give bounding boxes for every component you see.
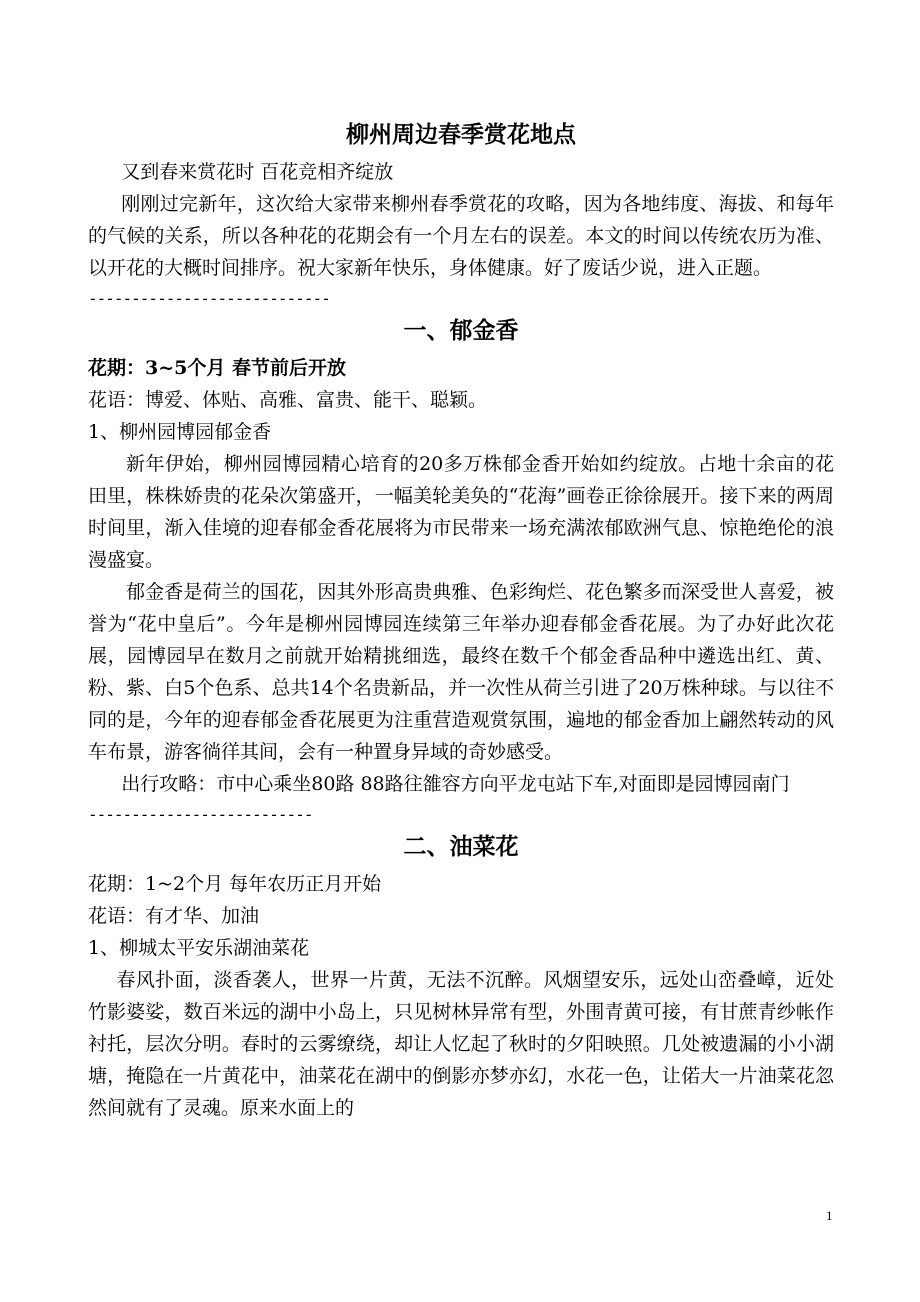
flowering-period-tulip: 花期：3~5个月 春节前后开放 — [88, 357, 346, 379]
flowering-period-rapeseed: 花期：1~2个月 每年农历正月开始 — [88, 873, 382, 895]
rapeseed-paragraph-1: 春风扑面，淡香袭人，世界一片黄，无法不沉醉。风烟望安乐，远处山峦叠嶂，近处竹影婆娑，数百米远的湖中小岛上，只见树林异常有型，外围青黄可接，有甘蔗青纱帐作衬托，层次分明。春时的云雾缭绕，却让人忆起了秋时的夕阳映照。几处被遗漏的小小湖塘，掩隐在一片黄花中，油菜花在湖中的倒影亦梦亦幻，水花一色，让偌大一片油菜花忽然间就有了灵魂。原来水面上的 — [88, 969, 834, 1119]
location-tulip: 1、柳州园博园郁金香 — [88, 421, 272, 443]
section-heading-tulip: 一、郁金香 — [403, 317, 519, 344]
document-title: 柳州周边春季赏花地点 — [346, 121, 576, 148]
flower-language-rapeseed: 花语：有才华、加油 — [88, 905, 260, 927]
document-body — [88, 118, 834, 1124]
intro-heading: 又到春来赏花时 百花竞相齐绽放 — [121, 161, 394, 183]
intro-paragraph: 刚刚过完新年，这次给大家带来柳州春季赏花的攻略，因为各地纬度、海拔、和每年的气候的关系，所以各种花的花期会有一个月左右的误差。本文的时间以传统农历为准、以开花的大概时间排序。祝大家新年快乐，身体健康。好了废话少说，进入正题。 — [88, 193, 834, 279]
section-divider: -------------------------- — [88, 805, 313, 824]
page-number: 1 — [826, 1208, 833, 1223]
section-divider: ---------------------------- — [88, 289, 330, 308]
flower-language-tulip: 花语：博爱、体贴、高雅、富贵、能干、聪颖。 — [88, 389, 488, 411]
section-heading-rapeseed: 二、油菜花 — [403, 833, 519, 860]
tulip-paragraph-2: 郁金香是荷兰的国花，因其外形高贵典雅、色彩绚烂、花色繁多而深受世人喜爱，被誉为“花中皇后”。今年是柳州园博园连续第三年举办迎春郁金香花展。为了办好此次花展，园博园早在数月之前就开始精挑细选，最终在数千个郁金香品种中遴选出红、黄、粉、紫、白5个色系、总共14个名贵新品，并一次性从荷兰引进了20万株种球。与以往不同的是，今年的迎春郁金香花展更为注重营造观赏氛围，遍地的郁金香加上翩然转动的风车布景，游客徜徉其间，会有一种置身异域的奇妙感受。 — [88, 581, 834, 763]
location-rapeseed: 1、柳城太平安乐湖油菜花 — [88, 937, 310, 959]
tulip-paragraph-1: 新年伊始，柳州园博园精心培育的20多万株郁金香开始如约绽放。占地十余亩的花田里，株株娇贵的花朵次第盛开，一幅美轮美奂的“花海”画卷正徐徐展开。接下来的两周时间里，渐入佳境的迎春郁金香花展将为市民带来一场充满浓郁欧洲气息、惊艳绝伦的浪漫盛宴。 — [88, 453, 834, 571]
travel-guide-tulip: 出行攻略：市中心乘坐80路 88路往雒容方向平龙屯站下车,对面即是园博园南门 — [121, 773, 790, 795]
